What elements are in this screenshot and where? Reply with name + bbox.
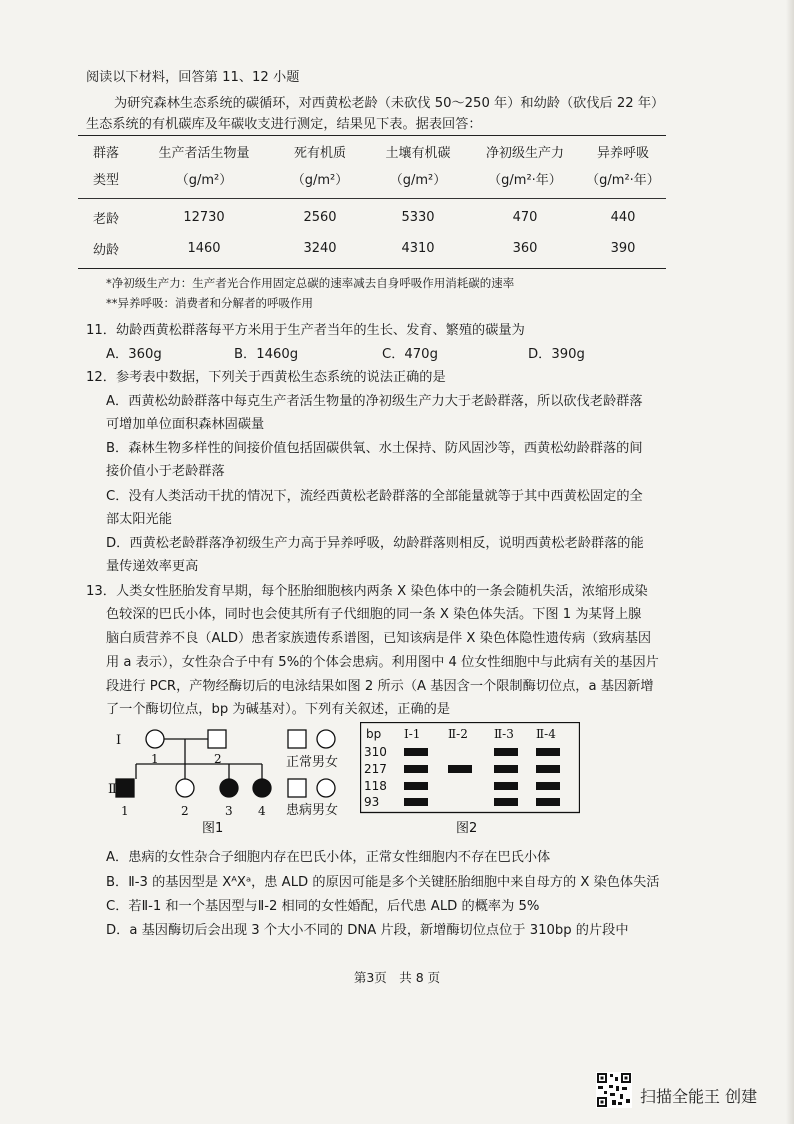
table-cell: 12730 <box>183 209 225 225</box>
intro-line-1: 阅读以下材料，回答第 11、12 小题 <box>86 70 300 85</box>
gel-band <box>494 748 518 756</box>
bp-size-label: 217 <box>364 762 387 776</box>
lane-label: Ⅱ-3 <box>494 727 514 741</box>
q13-option-a: A．患病的女性杂合子细胞内存在巴氏小体，正常女性细胞内不存在巴氏小体 <box>106 850 551 865</box>
q13-line: 色较深的巴氏小体，同时也会使其所有子代细胞的同一条 X 染色体失活。下图 1 为某肾上腺 <box>106 607 642 622</box>
individual-number: 4 <box>258 804 266 818</box>
table-cell: 3240 <box>303 240 337 256</box>
qr-code-icon <box>596 1072 632 1108</box>
q11-option-a: A．360g <box>106 347 162 362</box>
generation-label-ii: Ⅱ <box>108 782 117 797</box>
q12-stem: 12．参考表中数据，下列关于西黄松生态系统的说法正确的是 <box>86 370 446 385</box>
q13-line: 用 a 表示），女性杂合子中有 5%的个体会患病。利用图中 4 位女性细胞中与此病有关的基因片 <box>106 655 659 670</box>
gel-band <box>494 782 518 790</box>
table-header: 死有机质 <box>293 146 346 161</box>
lane-label: Ⅰ-1 <box>404 727 421 741</box>
generation-label-i: Ⅰ <box>116 733 122 748</box>
individual-number: 3 <box>225 804 233 818</box>
legend-normal-female <box>317 730 335 748</box>
q13-option-c: C．若Ⅱ-1 和一个基因型与Ⅱ-2 相同的女性婚配，后代患 ALD 的概率为 5% <box>106 899 540 914</box>
electrophoresis-figure <box>360 722 580 838</box>
table-header: 异养呼吸 <box>596 146 649 161</box>
table-cell: 老龄 <box>92 211 119 227</box>
table-note-2: **异养呼吸：消费者和分解者的呼吸作用 <box>106 296 313 310</box>
table-header: 土壤有机碳 <box>385 146 451 161</box>
q13-line: 段进行 PCR，产物经酶切后的电泳结果如图 2 所示（A 基因含一个限制酶切位点，a 基因新增 <box>106 679 654 694</box>
table-header: 生产者活生物量 <box>158 146 250 161</box>
i1-normal-female <box>146 730 164 748</box>
figure2-caption: 图2 <box>456 821 478 836</box>
table-bottom-rule <box>78 268 666 269</box>
gel-band <box>404 798 428 806</box>
table-cell: 470 <box>512 209 538 225</box>
table-cell: 440 <box>610 209 636 225</box>
table-header: 群落 <box>92 146 119 161</box>
pedigree-figure <box>108 718 348 842</box>
lane-label: Ⅱ-2 <box>448 727 468 741</box>
gel-band <box>536 798 560 806</box>
bp-size-label: 118 <box>364 779 387 793</box>
gel-band <box>536 748 560 756</box>
table-header-unit: （g/m²） <box>389 172 447 188</box>
table-header-unit: （g/m²） <box>291 172 349 188</box>
table-cell: 4310 <box>401 240 435 256</box>
table-note-1: *净初级生产力：生产者光合作用固定总碳的速率减去自身呼吸作用消耗碳的速率 <box>106 276 515 290</box>
intro-line-3: 生态系统的有机碳库及年碳收支进行测定，结果见下表。据表回答： <box>86 117 482 132</box>
q11-stem: 11．幼龄西黄松群落每平方米用于生产者当年的生长、发育、繁殖的碳量为 <box>86 323 525 338</box>
table-cell: 幼龄 <box>92 242 119 258</box>
q12-line: 接价值小于老龄群落 <box>106 464 225 479</box>
bp-size-label: 93 <box>364 795 380 809</box>
page-footer: 第3页 共 8 页 <box>353 970 441 985</box>
table-header-unit: 类型 <box>92 172 119 188</box>
carbon-table <box>78 134 666 265</box>
bp-size-label: 310 <box>364 745 387 759</box>
figure1-caption: 图1 <box>202 821 224 836</box>
legend-affected-label: 患病男女 <box>286 803 339 818</box>
gel-band <box>404 765 428 773</box>
ii1-affected-male <box>116 779 134 797</box>
table-cell: 2560 <box>303 209 337 225</box>
q12-line: A．西黄松幼龄群落中每克生产者活生物量的净初级生产力大于老龄群落，所以砍伐老龄群落 <box>106 394 643 409</box>
intro-line-2: 为研究森林生态系统的碳循环，对西黄松老龄（未砍伐 50～250 年）和幼龄（砍伐后 22 年） <box>114 96 665 111</box>
q12-line: 量传递效率更高 <box>106 559 199 574</box>
q13-line: 13．人类女性胚胎发育早期，每个胚胎细胞核内两条 X 染色体中的一条会随机失活，浓缩形成染 <box>86 584 648 599</box>
individual-number: 2 <box>181 804 189 818</box>
legend-normal-label: 正常男女 <box>286 755 339 770</box>
table-header: 净初级生产力 <box>485 146 564 161</box>
q12-line: D．西黄松老龄群落净初级生产力高于异养呼吸，幼龄群落则相反，说明西黄松老龄群落的能 <box>106 536 644 551</box>
table-header-unit: （g/m²·年） <box>488 172 562 188</box>
q11-option-b: B．1460g <box>234 347 299 362</box>
bp-label: bp <box>366 727 382 741</box>
gel-band <box>536 765 560 773</box>
legend-normal-male <box>288 730 306 748</box>
table-row <box>78 195 666 231</box>
table-cell: 5330 <box>401 209 435 225</box>
ii2-normal-female <box>176 779 194 797</box>
gel-band <box>536 782 560 790</box>
individual-number: 1 <box>151 752 159 766</box>
ii3-affected-female <box>220 779 238 797</box>
legend-affected-male <box>288 779 306 797</box>
lane-label: Ⅱ-4 <box>536 727 556 741</box>
gel-band <box>494 765 518 773</box>
q13-option-d: D．a 基因酶切后会出现 3 个大小不同的 DNA 片段，新增酶切位点位于 310bp 的片段中 <box>106 923 629 938</box>
q13-line: 脑白质营养不良（ALD）患者家族遗传系谱图，已知该病是伴 X 染色体隐性遗传病（致病基因 <box>106 631 652 646</box>
gel-band <box>448 765 472 773</box>
i2-normal-male <box>208 730 226 748</box>
table-row <box>78 231 666 265</box>
table-header-unit: （g/m²·年） <box>586 172 660 188</box>
table-cell: 1460 <box>187 240 221 256</box>
table-header-row-2 <box>78 161 666 195</box>
individual-number: 2 <box>214 752 222 766</box>
gel-band <box>404 748 428 756</box>
q12-line: C．没有人类活动干扰的情况下，流经西黄松老龄群落的全部能量就等于其中西黄松固定的全 <box>106 489 643 504</box>
table-cell: 360 <box>512 240 538 256</box>
q13-line: 了一个酶切位点，bp 为碱基对）。下列有关叙述，正确的是 <box>106 702 451 717</box>
q13-option-b: B．Ⅱ-3 的基因型是 XᴬXᵃ，患 ALD 的原因可能是多个关键胚胎细胞中来自母方的 X 染色体失活 <box>106 875 660 890</box>
individual-number: 1 <box>121 804 129 818</box>
q11-option-c: C．470g <box>382 347 438 362</box>
table-header-unit: （g/m²） <box>175 172 233 188</box>
table-cell: 390 <box>610 240 636 256</box>
q12-line: B．森林生物多样性的间接价值包括固碳供氧、水土保持、防风固沙等，西黄松幼龄群落的间 <box>106 441 643 456</box>
legend-affected-female <box>317 779 335 797</box>
q12-line: 可增加单位面积森林固碳量 <box>106 417 265 432</box>
q11-option-d: D．390g <box>528 347 585 362</box>
page-edge-shadow <box>786 0 794 1124</box>
table-header-row-1 <box>78 134 666 161</box>
gel-band <box>494 798 518 806</box>
gel-band <box>404 782 428 790</box>
scanner-watermark: 扫描全能王 创建 <box>640 1087 758 1106</box>
q12-line: 部太阳光能 <box>106 512 172 527</box>
ii4-affected-female <box>253 779 271 797</box>
